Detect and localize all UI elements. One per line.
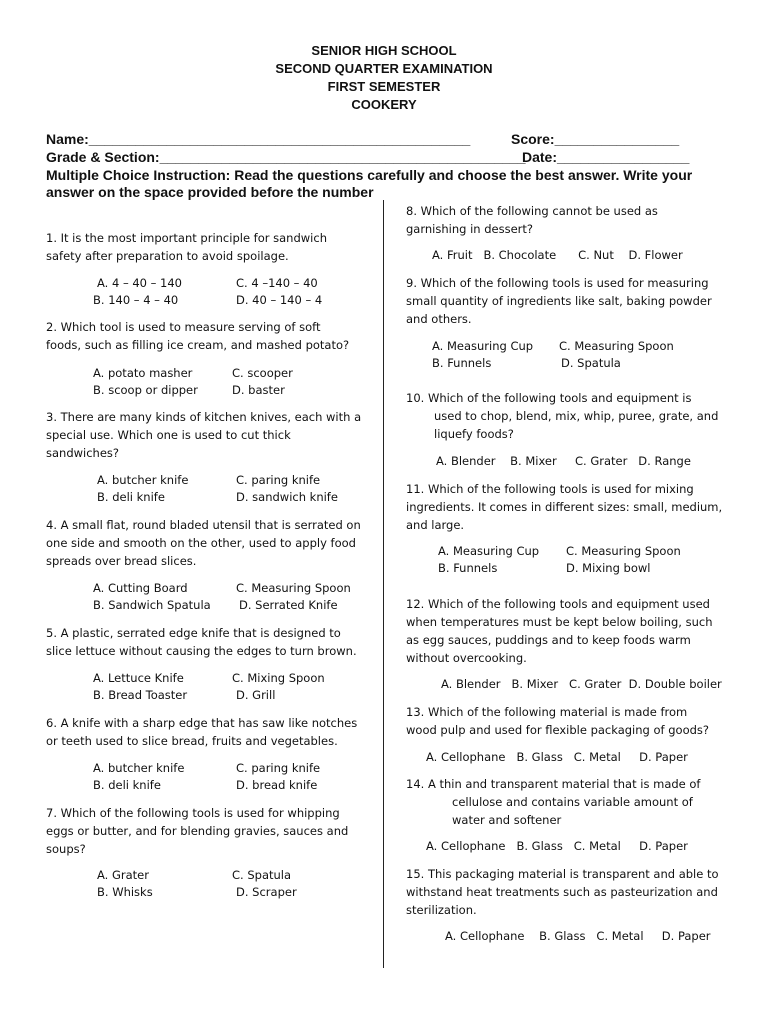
question-stem: 15. This packaging material is transparent and able to [406, 867, 719, 881]
question-stem: 11. Which of the following tools is used for mixing [406, 482, 694, 496]
question-stem: small quantity of ingredients like salt, baking powder [406, 294, 712, 308]
question-stem: eggs or butter, and for blending gravies, sauces and [46, 824, 349, 838]
option-a[interactable]: A. Grater [97, 868, 149, 882]
question-1 [46, 229, 327, 265]
question-stem: 5. A plastic, serrated edge knife that is designed to [46, 626, 341, 640]
question-stem: 8. Which of the following cannot be used as [406, 204, 658, 218]
question-5 [46, 624, 357, 660]
question-4 [46, 516, 361, 570]
column-divider [383, 200, 384, 968]
question-14 [406, 775, 700, 829]
option-a[interactable]: A. butcher knife [97, 473, 189, 487]
options-row[interactable]: A. Blender B. Mixer C. Grater D. Range [436, 454, 691, 468]
option-a[interactable]: A. Cutting Board [93, 581, 188, 595]
question-15 [406, 865, 719, 919]
question-stem: 12. Which of the following tools and equipment used [406, 597, 710, 611]
question-stem: special use. Which one is used to cut thick [46, 428, 291, 442]
instruction: Multiple Choice Instruction: Read the questions carefully and choose the best answer. Write your answer on the space provided before the number [46, 167, 693, 200]
option-b[interactable]: B. Funnels [438, 561, 498, 575]
question-stem: as egg sauces, puddings and to keep foods warm [406, 633, 691, 647]
option-d[interactable]: D. baster [232, 383, 285, 397]
question-stem: used to chop, blend, mix, whip, puree, grate, and [434, 409, 719, 423]
question-stem: without overcooking. [406, 651, 527, 665]
options-row[interactable]: A. Blender B. Mixer C. Grater D. Double boiler [441, 677, 722, 691]
question-stem: liquefy foods? [434, 427, 514, 441]
question-stem: one side and smooth on the other, used to apply food [46, 536, 356, 550]
option-d[interactable]: D. Mixing bowl [566, 561, 651, 575]
options-row[interactable]: A. Fruit B. Chocolate C. Nut D. Flower [432, 248, 683, 262]
option-a[interactable]: A. Measuring Cup [438, 544, 540, 558]
question-11 [406, 480, 722, 534]
options-row[interactable]: A. Cellophane B. Glass C. Metal D. Paper [426, 750, 688, 764]
question-stem: sandwiches? [46, 446, 120, 460]
option-c[interactable]: C. Measuring Spoon [566, 544, 681, 558]
question-stem: 13. Which of the following material is made from [406, 705, 688, 719]
options-row[interactable]: A. Cellophane B. Glass C. Metal D. Paper [445, 929, 711, 943]
option-b[interactable]: B. deli knife [97, 490, 165, 504]
option-a[interactable]: A. potato masher [93, 366, 193, 380]
option-b[interactable]: B. Sandwich Spatula [93, 598, 211, 612]
question-stem: when temperatures must be kept below boiling, such [406, 615, 713, 629]
option-b[interactable]: B. scoop or dipper [93, 383, 198, 397]
option-d[interactable]: D. Scraper [236, 885, 297, 899]
option-c[interactable]: C. paring knife [236, 761, 321, 775]
semester-title: FIRST SEMESTER [327, 79, 441, 94]
option-b[interactable]: B. Whisks [97, 885, 153, 899]
question-stem: foods, such as filling ice cream, and mashed potato? [46, 338, 350, 352]
question-13 [406, 703, 709, 739]
question-9 [406, 274, 712, 328]
school-title: SENIOR HIGH SCHOOL [311, 43, 457, 58]
question-stem: spreads over bread slices. [46, 554, 197, 568]
option-c[interactable]: C. Measuring Spoon [559, 339, 674, 353]
question-stem: and others. [406, 312, 472, 326]
question-stem: withstand heat treatments such as pasteurization and [406, 885, 718, 899]
question-stem: 14. A thin and transparent material that is made of [406, 777, 701, 791]
date-field[interactable]: Date:_________________ [522, 149, 690, 165]
name-field[interactable]: Name:_________________________________________________ [46, 131, 471, 147]
question-stem: wood pulp and used for flexible packaging of goods? [406, 723, 710, 737]
score-field[interactable]: Score:________________ [511, 131, 680, 147]
grade-section-field[interactable]: Grade & Section:_______________________________________________ [46, 149, 526, 165]
question-7 [46, 804, 348, 858]
question-stem: garnishing in dessert? [406, 222, 533, 236]
question-stem: water and softener [452, 813, 562, 827]
option-d[interactable]: D. Spatula [561, 356, 621, 370]
question-stem: 2. Which tool is used to measure serving of soft [46, 320, 321, 334]
option-b[interactable]: B. Funnels [432, 356, 492, 370]
question-stem: safety after preparation to avoid spoilage. [46, 249, 289, 263]
question-stem: ingredients. It comes in different sizes: small, medium, [406, 500, 723, 514]
option-d[interactable]: D. Grill [236, 688, 276, 702]
option-b[interactable]: B. deli knife [93, 778, 161, 792]
question-stem: 9. Which of the following tools is used for measuring [406, 276, 709, 290]
question-stem: sterilization. [406, 903, 477, 917]
question-stem: or teeth used to slice bread, fruits and vegetables. [46, 734, 338, 748]
option-c[interactable]: C. paring knife [236, 473, 321, 487]
question-stem: cellulose and contains variable amount of [452, 795, 693, 809]
option-d[interactable]: D. bread knife [236, 778, 318, 792]
option-c[interactable]: C. scooper [232, 366, 293, 380]
question-stem: 1. It is the most important principle for sandwich [46, 231, 327, 245]
options-row[interactable]: A. Cellophane B. Glass C. Metal D. Paper [426, 839, 688, 853]
question-12 [406, 595, 713, 667]
question-stem: slice lettuce without causing the edges to turn brown. [46, 644, 357, 658]
option-d[interactable]: D. Serrated Knife [239, 598, 338, 612]
question-stem: 3. There are many kinds of kitchen knives, each with a [46, 410, 362, 424]
option-a[interactable]: A. Measuring Cup [432, 339, 534, 353]
option-c[interactable]: C. Spatula [232, 868, 292, 882]
question-10 [406, 389, 718, 443]
question-stem: soups? [46, 842, 86, 856]
question-8 [406, 202, 658, 238]
option-c[interactable]: C. Measuring Spoon [236, 581, 351, 595]
option-b[interactable]: B. 140 – 4 – 40 [93, 293, 179, 307]
option-d[interactable]: D. sandwich knife [236, 490, 338, 504]
question-stem: 7. Which of the following tools is used for whipping [46, 806, 340, 820]
option-d[interactable]: D. 40 – 140 – 4 [236, 293, 323, 307]
option-b[interactable]: B. Bread Toaster [93, 688, 188, 702]
question-2 [46, 318, 349, 354]
question-stem: and large. [406, 518, 465, 532]
question-stem: 6. A knife with a sharp edge that has saw like notches [46, 716, 358, 730]
question-3 [46, 408, 361, 462]
option-a[interactable]: A. Lettuce Knife [93, 671, 184, 685]
question-stem: 10. Which of the following tools and equipment is [406, 391, 692, 405]
option-a[interactable]: A. butcher knife [93, 761, 185, 775]
question-6 [46, 714, 357, 750]
question-stem: 4. A small flat, round bladed utensil that is serrated on [46, 518, 361, 532]
exam-title: SECOND QUARTER EXAMINATION [275, 61, 493, 76]
subject-title: COOKERY [351, 97, 417, 112]
option-a[interactable]: A. 4 – 40 – 140 [97, 276, 182, 290]
option-c[interactable]: C. 4 –140 – 40 [236, 276, 318, 290]
option-c[interactable]: C. Mixing Spoon [232, 671, 325, 685]
